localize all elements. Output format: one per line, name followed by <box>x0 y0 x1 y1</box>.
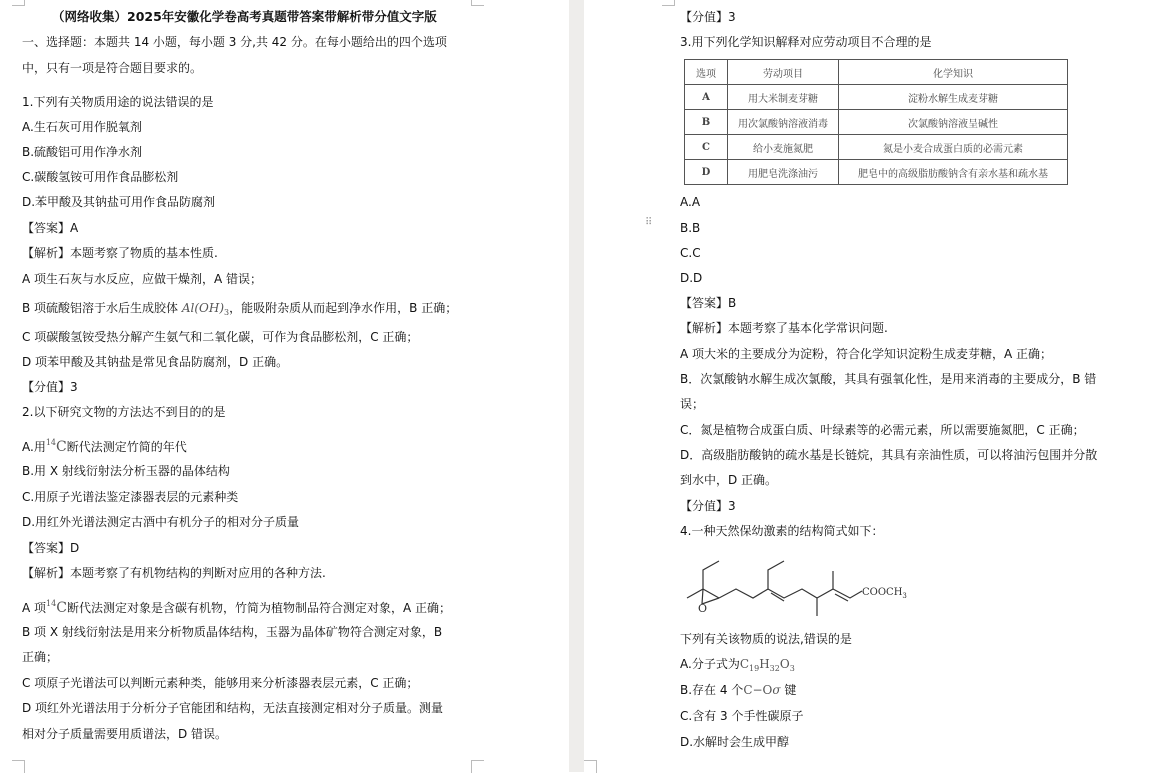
sigma: σ <box>772 683 781 697</box>
analysis-line: 到水中，D 正确。 <box>680 473 778 487</box>
double-bond <box>835 594 848 601</box>
isotope-element: C <box>56 600 67 616</box>
drag-handle-icon[interactable]: ⠿ <box>645 217 654 228</box>
analysis-line: 误； <box>680 397 705 411</box>
analysis-line: 正确； <box>22 650 59 664</box>
table-header: 化学知识 <box>839 60 1068 85</box>
formula <box>740 657 795 671</box>
corner-mark <box>662 0 675 6</box>
table-cell: C <box>685 135 728 160</box>
question-stem: 2.以下研究文物的方法达不到目的的是 <box>22 405 226 419</box>
question-text: 下列有关该物质的说法,错误的是 <box>680 632 852 646</box>
analysis: 【解析】本题考察了基本化学常识问题. <box>680 321 888 335</box>
table-cell: 淀粉水解生成麦芽糖 <box>839 85 1068 110</box>
table-cell: A <box>685 85 728 110</box>
bond <box>833 589 862 598</box>
subscript: 32 <box>769 664 780 673</box>
option <box>680 656 795 677</box>
isotope-mass: 14 <box>46 599 57 608</box>
isotope-mass: 14 <box>45 438 57 447</box>
text: 断代法测定竹简的年代 <box>66 440 187 454</box>
formula-subscript: 3 <box>224 308 230 317</box>
table-cell: 次氯酸钠溶液呈碱性 <box>839 110 1068 135</box>
score: 【分值】3 <box>22 380 78 394</box>
table-header: 劳动项目 <box>728 60 839 85</box>
option: D.D <box>680 271 703 285</box>
option: C.碳酸氢铵可用作食品膨松剂 <box>22 170 179 184</box>
analysis-line: 相对分子质量需要用质谱法，D 错误。 <box>22 727 228 741</box>
text: B 项硫酸铝溶于水后生成胶体 <box>22 301 182 315</box>
text: A.用 <box>22 440 46 454</box>
table-row <box>685 135 1068 160</box>
text: 键 <box>780 683 797 697</box>
answer: 【答案】A <box>22 221 79 235</box>
section-intro: 中，只有一项是符合题目要求的。 <box>22 61 203 75</box>
analysis-line: B．次氯酸钠水解生成次氯酸，其具有强氧化性，是用来消毒的主要成分，B 错 <box>680 372 1097 386</box>
analysis-line: C 项原子光谱法可以判断元素种类，能够用来分析漆器表层元素，C 正确； <box>22 676 419 690</box>
oxygen-label: O <box>698 602 708 615</box>
bond <box>817 571 833 598</box>
question-table <box>684 59 1068 185</box>
table-row <box>685 110 1068 135</box>
ester-subscript: 3 <box>902 592 907 600</box>
corner-mark <box>471 760 484 773</box>
table-cell: 用次氯酸钠溶液消毒 <box>728 110 839 135</box>
document-title: （网络收集）2025年安徽化学卷高考真题带答案带解析带分值文字版 <box>52 9 437 24</box>
option: A.生石灰可用作脱氧剂 <box>22 120 142 134</box>
score: 【分值】3 <box>680 10 736 24</box>
subscript: 3 <box>789 664 795 673</box>
option: D.水解时会生成甲醇 <box>680 735 790 749</box>
table-cell: 氮是小麦合成蛋白质的必需元素 <box>839 135 1068 160</box>
page-gutter <box>569 0 584 772</box>
right-page <box>584 0 1153 772</box>
question-stem: 4.一种天然保幼激素的结构简式如下： <box>680 524 884 538</box>
analysis-line: A 项生石灰与水反应，应做干燥剂，A 错误； <box>22 272 263 286</box>
analysis: 【解析】本题考察了物质的基本性质. <box>22 246 218 260</box>
table-cell: 用大米制麦芽糖 <box>728 85 839 110</box>
formula: C−O <box>743 683 773 697</box>
table-cell: 肥皂中的高级脂肪酸钠含有亲水基和疏水基 <box>839 160 1068 185</box>
text: A 项 <box>22 601 47 615</box>
option: C.用原子光谱法鉴定漆器表层的元素种类 <box>22 490 239 504</box>
ester-label <box>862 587 907 600</box>
table-cell: D <box>685 160 728 185</box>
analysis-line: D 项红外光谱法用于分析分子官能团和结构，无法直接测定相对分子质量。测量 <box>22 701 444 715</box>
corner-mark <box>584 760 597 773</box>
analysis-line: B 项 X 射线衍射法是用来分析物质晶体结构，玉器为晶体矿物符合测定对象，B <box>22 625 443 639</box>
option: C.C <box>680 246 701 260</box>
analysis-line: D．高级脂肪酸钠的疏水基是长链烷，其具有亲油性质，可以将油污包围并分散 <box>680 448 1098 462</box>
bond <box>768 589 817 616</box>
score: 【分值】3 <box>680 499 736 513</box>
ester-text: COOCH <box>862 587 903 598</box>
analysis-line: C 项碳酸氢铵受热分解产生氨气和二氧化碳，可作为食品膨松剂，C 正确； <box>22 330 419 344</box>
element: C <box>739 657 750 671</box>
table-row <box>685 85 1068 110</box>
analysis-line: D 项苯甲酸及其钠盐是常见食品防腐剂，D 正确。 <box>22 355 289 369</box>
table-header: 选项 <box>685 60 728 85</box>
corner-mark <box>471 0 484 6</box>
text: A.分子式为 <box>680 657 740 671</box>
option <box>680 682 796 698</box>
answer: 【答案】D <box>22 541 80 555</box>
element: H <box>759 657 770 671</box>
bond <box>703 589 719 598</box>
question-stem: 1.下列有关物质用途的说法错误的是 <box>22 95 214 109</box>
option: B.用 X 射线衍射法分析玉器的晶体结构 <box>22 464 230 478</box>
isotope-element: C <box>56 439 67 455</box>
text: ，能吸附杂质从而起到净水作用，B 正确； <box>229 301 458 315</box>
question-stem: 3.用下列化学知识解释对应劳动项目不合理的是 <box>680 35 932 49</box>
table-row <box>685 160 1068 185</box>
table-cell: 用肥皂洗涤油污 <box>728 160 839 185</box>
formula: Al(OH) <box>181 301 225 315</box>
structure-diagram <box>584 540 924 630</box>
left-page <box>0 0 569 772</box>
element: O <box>779 657 790 671</box>
option: B.B <box>680 221 701 235</box>
option <box>22 435 187 455</box>
analysis-line <box>22 596 451 616</box>
option: A.A <box>680 195 701 209</box>
option: D.苯甲酸及其钠盐可用作食品防腐剂 <box>22 195 216 209</box>
section-intro: 一、选择题：本题共 14 小题，每小题 3 分,共 42 分。在每小题给出的四个选项 <box>22 35 447 49</box>
option: D.用红外光谱法测定古酒中有机分子的相对分子质量 <box>22 515 300 529</box>
table-cell: B <box>685 110 728 135</box>
option: B.硫酸铝可用作净水剂 <box>22 145 143 159</box>
corner-mark <box>12 0 25 6</box>
text: 断代法测定对象是含碳有机物，竹简为植物制品符合测定对象，A 正确； <box>66 601 451 615</box>
text: B.存在 4 个 <box>680 683 744 697</box>
analysis-line: A 项大米的主要成分为淀粉，符合化学知识淀粉生成麦芽糖，A 正确； <box>680 347 1053 361</box>
table-header-row <box>685 60 1068 85</box>
analysis: 【解析】本题考察了有机物结构的判断对应用的各种方法. <box>22 566 326 580</box>
analysis-line <box>22 300 457 321</box>
option: C.含有 3 个手性碳原子 <box>680 709 804 723</box>
corner-mark <box>12 760 25 773</box>
answer: 【答案】B <box>680 296 737 310</box>
table-cell: 给小麦施氮肥 <box>728 135 839 160</box>
subscript: 19 <box>749 664 760 673</box>
analysis-line: C．氮是植物合成蛋白质、叶绿素等的必需元素，所以需要施氮肥，C 正确； <box>680 423 1085 437</box>
